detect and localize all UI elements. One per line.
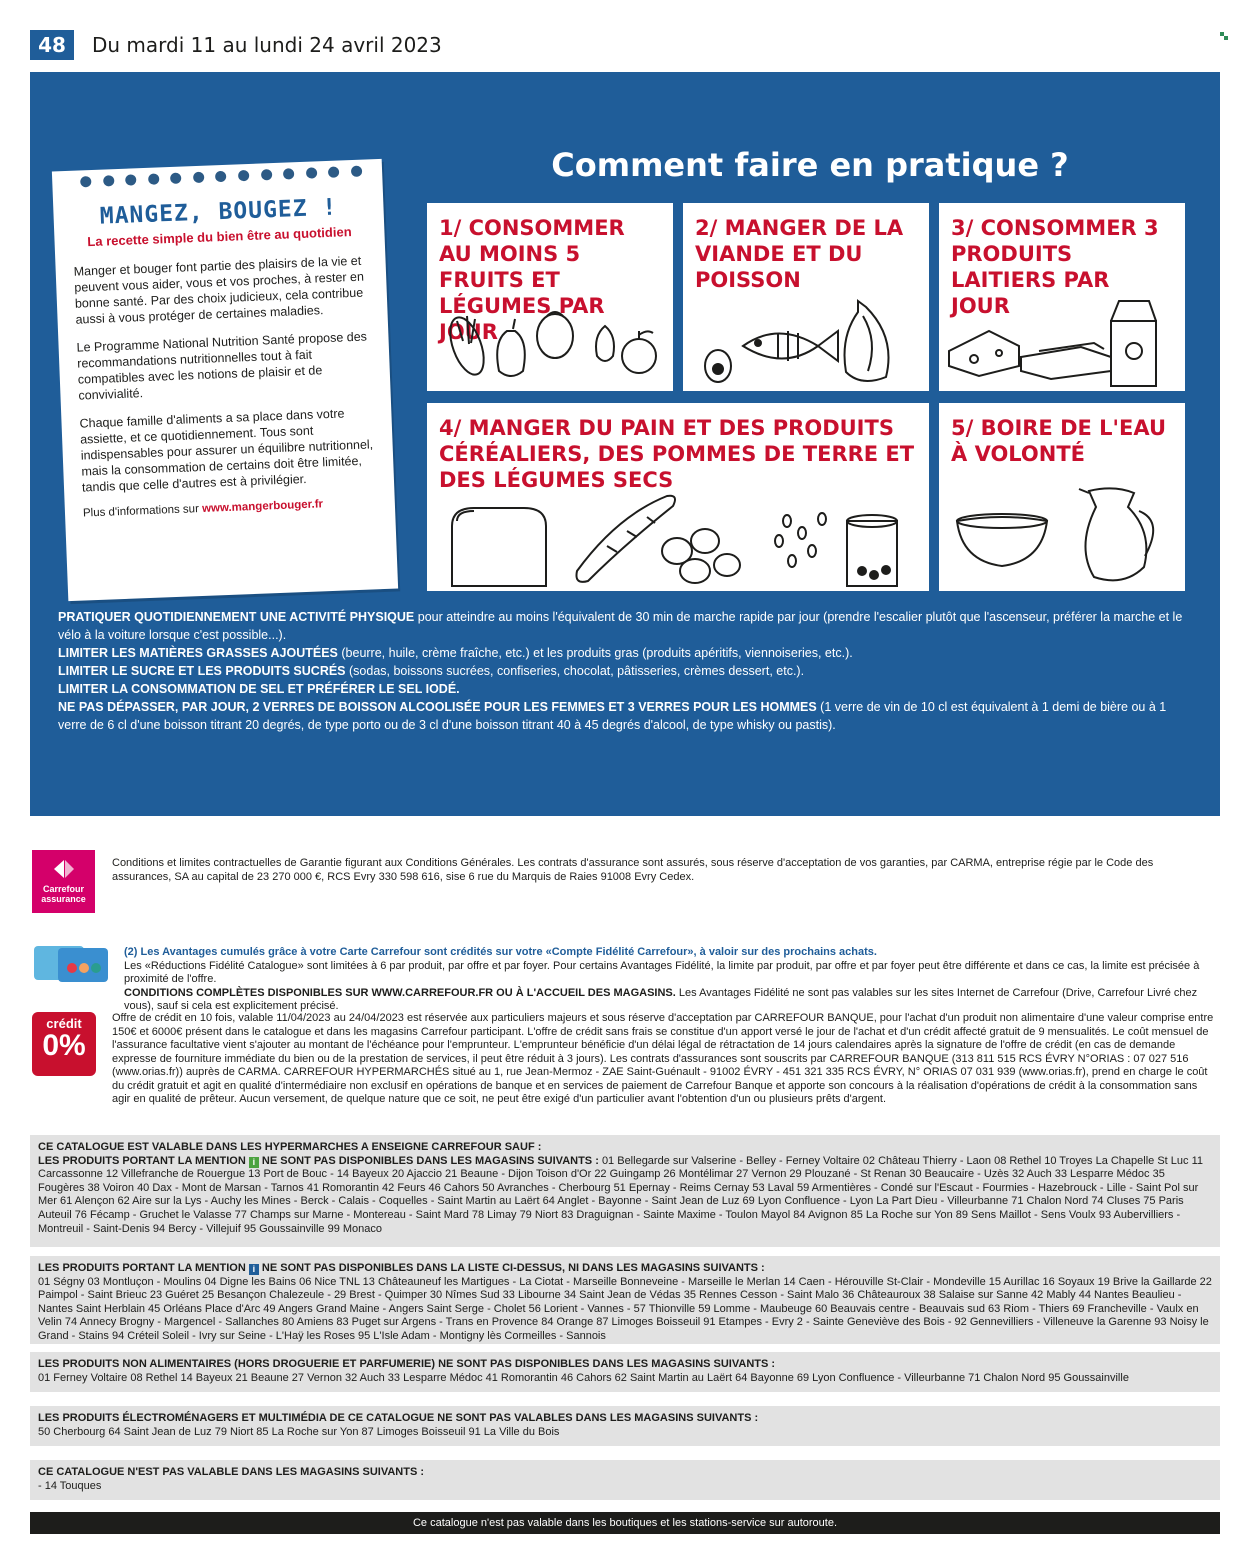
stores-heading: LES PRODUITS PORTANT LA MENTION i NE SONT PAS DISPONIBLES DANS LES MAGASINS SUIVANTS : — [38, 1154, 599, 1167]
fidelite-line: CONDITIONS COMPLÈTES DISPONIBLES SUR WWW.CARREFOUR.FR OU À L'ACCUEIL DES MAGASINS. Les Avantages Fidélité ne sont pas valables sur les sites Internet de Carrefour (Drive, Carrefour Livré chez vous), sauf si cela est explicitement précisé. — [124, 986, 1198, 1012]
stores-section-3 — [30, 1352, 1220, 1392]
assurance-text: Conditions et limites contractuelles de Garantie figurant aux Conditions Générales. Les contrats d'assurance sont assurés, sous réserve d'acceptation de vos garanties, par CARMA, entreprise régie par le Code des assurances, SA au capital de 23 270 000 €, RCS Evry 330 598 616, sise 6 rue du Marquis de Raies 91008 Evry Cedex. — [112, 857, 1154, 883]
notepad-rings — [80, 166, 362, 188]
fidelite-text — [124, 946, 1214, 1014]
more-info-prefix: Plus d'informations sur — [82, 503, 200, 520]
card-title: 2/ MANGER DE LA VIANDE ET DU POISSON — [695, 216, 904, 292]
stores-heading: CE CATALOGUE EST VALABLE DANS LES HYPERMARCHES A ENSEIGNE CARREFOUR SAUF : — [38, 1141, 542, 1153]
stores-heading: LES PRODUITS PORTANT LA MENTION i NE SONT PAS DISPONIBLES DANS LA LISTE CI-DESSUS, NI DANS LES MAGASINS SUIVANTS : — [38, 1262, 765, 1274]
date-range: Du mardi 11 au lundi 24 avril 2023 — [92, 33, 442, 57]
stores-list: 01 Ferney Voltaire 08 Rethel 14 Bayeux 21 Beaune 27 Vernon 32 Auch 33 Lesparre Médoc 41 Romorantin 46 Cahors 62 Saint Martin au Laërt 64 Bayonne 69 Lyon Confluence - Villeurbanne 71 Chalon Nord 95 Goussainville — [38, 1371, 1129, 1384]
stores-section-4 — [30, 1406, 1220, 1446]
card-pain-cereales — [427, 403, 929, 591]
fidelite-line: Les «Réductions Fidélité Catalogue» sont limitées à 6 par produit, par offre et par foyer. Pour certains Avantages Fidélité, la limite par produit, par offre et par foyer peut être différente et dans ce cas, la limite est précisée à proximité de l'offre. — [124, 959, 1200, 985]
carrefour-logo-icon — [52, 858, 76, 880]
card-fruits-legumes — [427, 203, 673, 391]
stores-list: 01 Ségny 03 Montluçon - Moulins 04 Digne les Bains 06 Nice TNL 13 Châteauneuf les Martigues - La Ciotat - Marseille Bonneveine - Marseille le Merlan 14 Caen - Hérouville St-Clair - Mondeville 15 Aurillac 16 Soyaux 19 Brive la Gaillarde 22 Paimpol - Saint Brieuc 23 Guéret 25 Besançon Chalezeule - 29 Brest - Quimper 30 Nîmes Sud 33 Libourne 34 Saint Jean de Védas 35 Rennes Cesson - Saint Malo 36 Châteauroux 38 Salaise sur Sanne 42 Mably 44 Nantes Beaulieu - Nantes Saint Herblain 45 Orléans Place d'Arc 49 Angers Grand Maine - Angers Saint Serge - Cholet 56 Lorient - Vannes - 57 Thionville 59 Lomme - Maubeuge 60 Beauvais centre - Beauvais sud 63 Riom - Thiers 69 Francheville - Vaulx en Velin 74 Annecy Brogny - Margencel - Sallanches 80 Amiens 83 Puget sur Argens - Trans en Provence 84 Orange 87 Limoges Boisseuil 91 Etampes - Evry 2 - Sainte Geneviève des Bois - 92 Gennevilliers - Villeneuve la Garenne 93 Noisy le Grand - Stains 94 Créteil Soleil - Ivry sur Seine - L'Haÿ les Roses 95 L'Isle Adam - Montigny lès Cormeilles - Sannois — [38, 1275, 1212, 1342]
info-badge-icon: i — [249, 1264, 259, 1275]
notepad-subtitle: La recette simple du bien être au quotidien — [87, 224, 352, 250]
card-title: 3/ CONSOMMER 3 PRODUITS LAITIERS PAR JOUR — [951, 216, 1159, 318]
fidelite-line: (2) Les Avantages cumulés grâce à votre Carte Carrefour sont crédités sur votre «Compte Fidélité Carrefour», à valoir sur des prochains achats. — [124, 946, 877, 958]
notepad-card — [52, 159, 398, 601]
advice-list — [58, 608, 1198, 734]
card-title: 1/ CONSOMMER AU MOINS 5 FRUITS ET LÉGUMES PAR JOUR — [439, 216, 625, 344]
bread-cereals-icon — [427, 491, 929, 591]
meat-fish-icon — [683, 291, 929, 391]
card-title: 4/ MANGER DU PAIN ET DES PRODUITS CÉRÉALIERS, DES POMMES DE TERRE ET DES LÉGUMES SECS — [439, 416, 915, 492]
info-badge-icon: i — [249, 1157, 259, 1168]
panel-title: Comment faire en pratique ? — [551, 146, 1069, 184]
stores-heading: LES PRODUITS ÉLECTROMÉNAGERS ET MULTIMÉDIA DE CE CATALOGUE NE SONT PAS VALABLES DANS LES MAGASINS SUIVANTS : — [38, 1412, 759, 1424]
corner-mark-icon — [1220, 32, 1228, 40]
notepad-paragraph: Manger et bouger font partie des plaisirs de la vie et peuvent vous aider, vous et vos proches, à rester en bonne santé. Par des choix judicieux, cela contribue aussi à vous protéger de certaines maladies. — [73, 253, 365, 327]
carte-carrefour-icon — [32, 944, 112, 984]
stores-list: 50 Cherbourg 64 Saint Jean de Luz 79 Niort 85 La Roche sur Yon 87 Limoges Boisseuil 91 La Ville du Bois — [38, 1425, 560, 1438]
stores-list: 01 Bellegarde sur Valserine - Belley - Ferney Voltaire 02 Château Thierry - Laon 08 Rethel 10 Troyes La Chapelle St Luc 11 Carcassonne 12 Villefranche de Rouergue 13 Port de Bouc - 14 Bayeux 20 Ajaccio 21 Beaune - Dijon Toison d'Or 22 Guingamp 26 Montélimar 27 Vernon 29 Plouzané - St Renan 30 Beaucaire - Uzès 32 Auch 33 Lesparre Médoc 35 Fougères 38 Voiron 40 Dax - Mont de Marsan - Tarnos 41 Romorantin 42 Feurs 46 Cahors 50 Avranches - Cherbourg 51 Epernay - Reims Cernay 53 Laval 59 Armentières - Condé sur l'Escaut - Fourmies - Hazebrouck - Lille - Saint Pol sur Mer 61 Alençon 62 Aire sur la Lys - Auchy les Mines - Berck - Calais - Coquelles - Saint Martin au Laërt 64 Anglet - Bayonne - Saint Jean de Luz 69 Lyon Confluence - Lyon La Part Dieu - Villeurbanne 71 Chalon Nord 74 Cluses 75 Paris Auteuil 76 Fécamp - Gruchet le Valasse 77 Champs sur Marne - Montereau - Saint Mard 78 Limay 79 Niort 83 Draguignan - Sainte Maxime - Toulon Mayol 84 Avignon 85 La Roche sur Yon 89 Sens Maillot - Sens Voulx 93 Aubervilliers - Montreuil - Saint-Denis 94 Bercy - Villejuif 95 Goussainville 99 Monaco — [38, 1154, 1204, 1235]
card-title: 5/ BOIRE DE L'EAU À VOLONTÉ — [951, 416, 1166, 466]
advice-item: LIMITER LE SUCRE ET LES PRODUITS SUCRÉS (sodas, boissons sucrées, confiseries, chocolat, pâtisseries, crèmes dessert, etc.). — [58, 664, 805, 678]
stores-section-1 — [30, 1135, 1220, 1247]
page-number: 48 — [30, 30, 74, 60]
notepad-paragraph: Chaque famille d'aliments a sa place dans votre assiette, et ce quotidiennement. Tous sont indispensables pour assurer un équilibre nutritionnel, mais la consommation de certains doit être limitée, tandis que celle d'autres est à privilégier. — [79, 406, 374, 495]
stores-heading: CE CATALOGUE N'EST PAS VALABLE DANS LES MAGASINS SUIVANTS : — [38, 1466, 425, 1478]
dairy-products-icon — [939, 291, 1185, 391]
notepad-title: MANGEZ, BOUGEZ ! — [99, 194, 338, 230]
notepad-paragraph: Le Programme National Nutrition Santé propose des recommandations nutritionnelles tout à fait compatibles avec les notions de plaisir et de convivialité. — [76, 329, 368, 403]
carrefour-assurance-logo: Carrefour assurance — [32, 850, 95, 913]
mangerbouger-link[interactable]: www.mangerbouger.fr — [201, 498, 324, 515]
fruits-vegetables-icon — [427, 301, 673, 391]
water-jug-icon — [939, 481, 1185, 591]
notepad-more-info — [83, 496, 377, 519]
credit-text: Offre de crédit en 10 fois, valable 11/04/2023 au 24/04/2023 est réservée aux particuliers majeurs et sous réserve d'acceptation par CARREFOUR BANQUE, pour l'achat d'un produit non alimentaire d'une valeur comprise entre 150€ et 6000€ présent dans le catalogue et dans les magasins Carrefour participant. L'offre de crédit sans frais se constitue d'un apport versé le jour de l'achat et d'un crédit affecté gratuit de 9 mensualités. Le coût mensuel de l'assurance facultative vient s'ajouter au montant de l'échéance pour l'emprunteur. L'emprunteur bénéficie d'un délai légal de rétractation de 14 jours calendaires après la signature de l'offre de crédit (en cas de demande expresse de fourniture immédiate du bien ou de la prestation de services, il peut être réduit à 3 jours). Les contrats d'assurances sont souscrits par CARREFOUR BANQUE (313 811 515 RCS ÉVRY N°ORIAS : 07 027 516 (www.orias.fr)) auprès de CARMA. CARREFOUR HYPERMARCHÉS situé au 1, rue Jean-Mermoz - ZAE Saint-Guénault - 91002 ÉVRY - 451 321 335 RCS ÉVRY, N° ORIAS 07 031 939 (www.orias.fr), prend en charge le coût du crédit gratuit et agit en qualité d'intermédiaire non exclusif en opérations de banque et en services de paiement de Carrefour Banque et apporte son concours à la réalisation d'opérations de crédit à la consommation sans agir en qualité de prêteur. Aucun versement, de quelque nature que ce soit, ne peut être exigé d'un particulier avant l'obtention d'un ou plusieurs prêts d'argent. — [112, 1012, 1214, 1105]
stores-section-5 — [30, 1460, 1220, 1500]
stores-section-2 — [30, 1256, 1220, 1344]
card-viande-poisson — [683, 203, 929, 391]
advice-item: NE PAS DÉPASSER, PAR JOUR, 2 VERRES DE BOISSON ALCOOLISÉE POUR LES FEMMES ET 3 VERRES POUR LES HOMMES (1 verre de vin de 10 cl est équivalent à 1 demi de bière ou à 1 verre de 6 cl d'une boisson titrant 20 degrés, de type porto ou de 3 cl d'une boisson titrant 40 à 45 degrés d'alcool, de type whisky ou pastis). — [58, 700, 1167, 732]
footer-notice: Ce catalogue n'est pas valable dans les boutiques et les stations-service sur autoroute. — [30, 1512, 1220, 1534]
card-eau — [939, 403, 1185, 591]
card-produits-laitiers — [939, 203, 1185, 391]
advice-item: PRATIQUER QUOTIDIENNEMENT UNE ACTIVITÉ PHYSIQUE pour atteindre au moins l'équivalent de 30 min de marche rapide par jour (prendre l'escalier plutôt que l'ascenseur, préférer la marche et le vélo à la voiture lorsque c'est possible...). — [58, 610, 1183, 642]
stores-list: - 14 Touques — [38, 1479, 102, 1492]
advice-item: LIMITER LES MATIÈRES GRASSES AJOUTÉES (beurre, huile, crème fraîche, etc.) et les produits gras (produits apéritifs, viennoiseries, etc.). — [58, 646, 853, 660]
stores-heading: LES PRODUITS NON ALIMENTAIRES (HORS DROGUERIE ET PARFUMERIE) NE SONT PAS DISPONIBLES DANS LES MAGASINS SUIVANTS : — [38, 1358, 776, 1370]
advice-item: LIMITER LA CONSOMMATION DE SEL ET PRÉFÉRER LE SEL IODÉ. — [58, 682, 460, 696]
credit-zero-logo: crédit 0% — [32, 1012, 96, 1076]
